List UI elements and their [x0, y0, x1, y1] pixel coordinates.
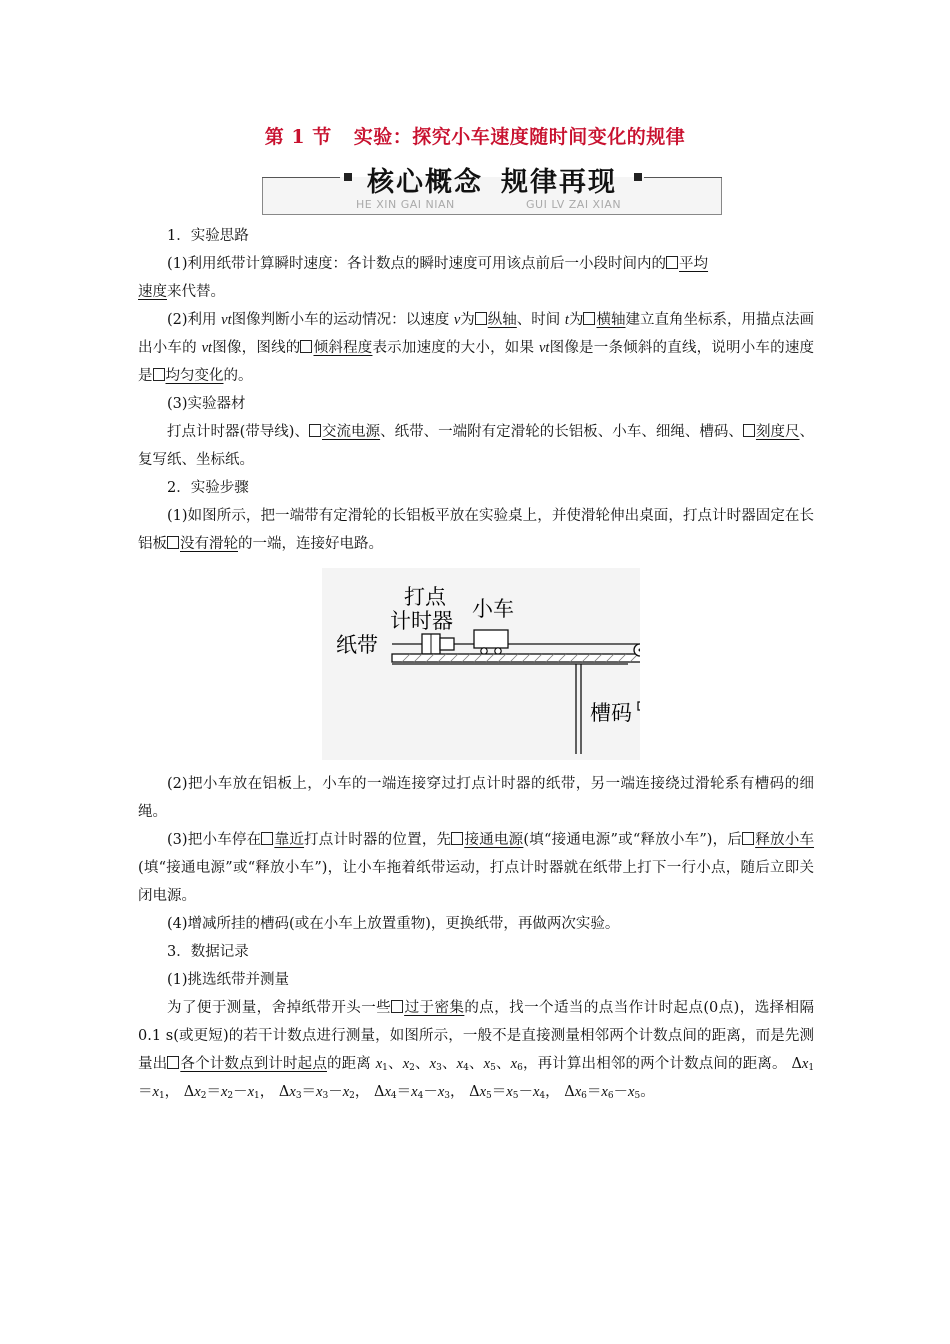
label-weight: 槽码	[590, 701, 632, 725]
answer-blank: 没有滑轮	[167, 536, 238, 552]
timer-clamp	[440, 638, 454, 650]
title-section-number: 第 1 节	[264, 126, 332, 148]
aluminum-board	[392, 654, 640, 662]
answer-blank: 纵轴	[475, 312, 517, 328]
page-title	[0, 122, 950, 149]
answer-blank: 过于密集	[391, 1000, 464, 1016]
blank-box-icon	[666, 256, 678, 269]
blank-box-icon	[300, 340, 312, 353]
section-banner	[262, 160, 722, 216]
answer-blank: 平均	[666, 256, 708, 272]
weight-block	[638, 702, 640, 710]
car-body	[474, 630, 508, 648]
answer-blank: 横轴	[583, 312, 625, 328]
blank-box-icon	[475, 312, 487, 325]
label-timer-line1: 打点	[404, 585, 446, 609]
blank-box-icon	[309, 424, 321, 437]
blank-box-icon	[167, 536, 179, 549]
answer-blank: 接通电源	[451, 832, 523, 848]
distance-list: $x_1$、$x_2$、$x_3$、$x_4$、$x_5$、$x_6$	[375, 1056, 523, 1073]
blank-box-icon	[153, 368, 165, 381]
label-car: 小车	[472, 597, 514, 621]
banner-pinyin-b: GUI LV ZAI XIAN	[526, 198, 622, 211]
s1-heading: 1．实验思路	[167, 228, 249, 244]
apparatus-figure	[322, 568, 640, 760]
s1-paragraph-3: (3)实验器材	[167, 396, 246, 412]
title-text: 实验：探究小车速度随时间变化的规律	[353, 126, 686, 148]
answer-blank: 速度	[138, 284, 167, 300]
car-wheel-left	[481, 648, 487, 654]
s1-paragraph-4: 打点计时器(带导线)、 交流电源、纸带、一端附有定滑轮的长铝板、小车、细绳、槽码、 刻度尺、复写纸、坐标纸。	[138, 424, 814, 468]
blank-box-icon	[167, 1056, 179, 1069]
answer-blank: 均匀变化	[153, 368, 224, 384]
s3-paragraph-1: (1)挑选纸带并测量	[167, 972, 290, 988]
s1-paragraph-2: (2)利用 vt图像判断小车的运动情况：以速度 v为 纵轴、时间 t为 横轴建立直角坐标系，用描点法画出小车的 vt图像，图线的 倾斜程度表示加速度的大小，如果 vt图像是一条倾斜的直线，说明小车的速度是 均匀变化的。	[138, 312, 815, 384]
label-timer-line2: 计时器	[390, 609, 453, 633]
blank-box-icon	[742, 832, 754, 845]
s2-paragraph-3: (3)把小车停在 靠近打点计时器的位置，先 接通电源(填“接通电源”或“释放小车”)，后 释放小车(填“接通电源”或“释放小车”)，让小车拖着纸带运动，打点计时器就在纸带上打下一行小点，随后立即关闭电源。	[138, 832, 815, 904]
blank-box-icon	[451, 832, 463, 845]
answer-blank: 各个计数点到计时起点	[167, 1056, 327, 1072]
content-body	[138, 222, 814, 1106]
blank-box-icon	[261, 832, 273, 845]
answer-blank: 交流电源	[309, 424, 380, 440]
delta-equations: $\Delta x_1=x_1$， $\Delta x_2=x_2-x_1$， $\Delta x_3=x_3-x_2$， $\Delta x_4=x_4-x_3$， $\Delta x_5=x_5-x_4$， $\Delta x_6=x_6-x_5$。	[138, 1056, 815, 1101]
banner-heading: 核心概念 规律再现	[367, 167, 617, 198]
blank-box-icon	[743, 424, 755, 437]
banner-pinyin-a: HE XIN GAI NIAN	[356, 198, 455, 211]
label-tape: 纸带	[336, 633, 378, 657]
answer-blank: 刻度尺	[743, 424, 800, 440]
s1-paragraph-1: (1)利用纸带计算瞬时速度：各计数点的瞬时速度可用该点前后一小段时间内的 平均 速度来代替。	[138, 256, 709, 300]
s2-paragraph-4: (4)增减所挂的槽码(或在小车上放置重物)，更换纸带，再做两次实验。	[167, 916, 620, 932]
answer-blank: 倾斜程度	[300, 340, 372, 356]
s2-paragraph-1: (1)如图所示，把一端带有定滑轮的长铝板平放在实验桌上，并使滑轮伸出桌面，打点计时器固定在长铝板 没有滑轮的一端，连接好电路。	[138, 508, 814, 552]
s2-heading: 2．实验步骤	[167, 480, 249, 496]
s2-paragraph-2: (2)把小车放在铝板上，小车的一端连接穿过打点计时器的纸带，另一端连接绕过滑轮系有槽码的细绳。	[138, 776, 814, 820]
blank-box-icon	[391, 1000, 403, 1013]
s3-paragraph-2: 为了便于测量，舍掉纸带开头一些 过于密集的点，找一个适当的点当作计时起点(0点)，选择相隔 0.1 s(或更短)的若干计数点进行测量，如图所示，一般不是直接测量相邻两个计数点间的距离，而是先测量出 各个计数点到计时起点的距离 $x_1$、$x_2$、$x_3$、$x_4$、$x_5$、$x_6$，再计算出相邻的两个计数点间的距离。 $\Delta x_1=x_1$， $\Delta x_2=x_2-x_1$， $\Delta x_3=x_3-x_2$， $\Delta x_4=x_4-x_3$， $\Delta x_5=x_5-x_4$， $\Delta x_6=x_6-x_5$。	[138, 1000, 815, 1101]
answer-blank: 释放小车	[742, 832, 814, 848]
blank-box-icon	[583, 312, 595, 325]
answer-blank: 靠近	[261, 832, 304, 848]
s3-heading: 3．数据记录	[167, 944, 249, 960]
car-wheel-right	[495, 648, 501, 654]
